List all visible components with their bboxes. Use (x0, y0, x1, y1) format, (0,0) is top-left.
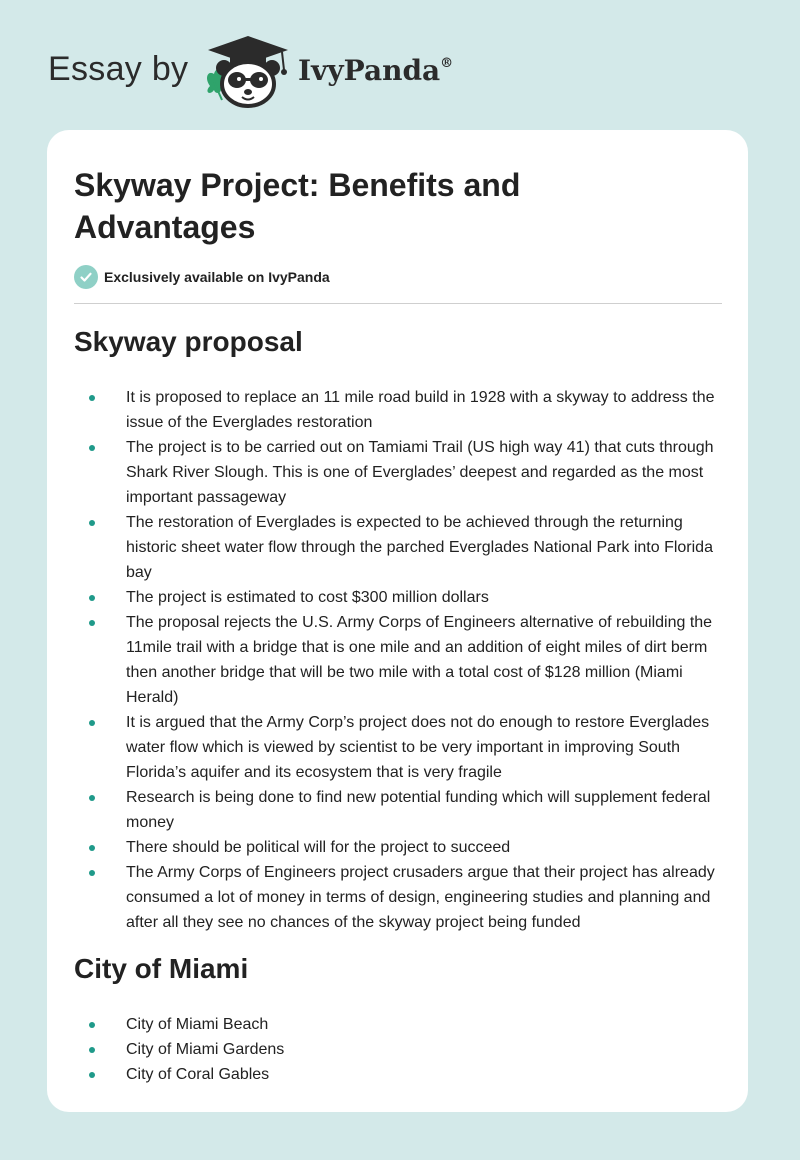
list-item: City of Miami Beach (74, 1012, 724, 1037)
list-item: The proposal rejects the U.S. Army Corps of Engineers alternative of rebuilding the 11mile trail with a bridge that is one mile and an addition of eight miles of dirt berm then another bridge that will be two mile with a total cost of $128 million (Miami Herald) (74, 610, 724, 710)
bullet-icon (89, 1072, 95, 1078)
exclusive-badge (74, 264, 330, 290)
bullet-icon (89, 720, 95, 726)
bullet-icon (89, 445, 95, 451)
badge-label: Exclusively available on IvyPanda (104, 269, 330, 285)
panda-logo-icon[interactable] (202, 34, 294, 110)
list-item: Research is being done to find new potential funding which will supplement federal money (74, 785, 724, 835)
bullet-icon (89, 845, 95, 851)
list-item: It is proposed to replace an 11 mile road build in 1928 with a skyway to address the issue of the Everglades restoration (74, 385, 724, 435)
check-icon (74, 265, 98, 289)
bullet-list (74, 385, 724, 935)
bullet-icon (89, 520, 95, 526)
bullet-icon (89, 870, 95, 876)
essay-by-label: Essay by (48, 50, 189, 88)
list-item: The restoration of Everglades is expected to be achieved through the returning historic sheet water flow through the parched Everglades National Park into Florida bay (74, 510, 724, 585)
list-item: It is argued that the Army Corp’s project does not do enough to restore Everglades water flow which is viewed by scientist to be very important in improving South Florida’s aquifer and its ecosystem that is very fragile (74, 710, 724, 785)
brand-name[interactable]: IvyPanda® (298, 54, 454, 87)
site-header (48, 30, 748, 110)
bullet-icon (89, 1022, 95, 1028)
section-heading: City of Miami (74, 953, 249, 984)
page-title: Skyway Project: Benefits and Advantages (74, 167, 521, 245)
bullet-icon (89, 395, 95, 401)
essay-card (47, 130, 748, 1112)
bullet-icon (89, 595, 95, 601)
list-item: City of Miami Gardens (74, 1037, 724, 1062)
list-item: The Army Corps of Engineers project crusaders argue that their project has already consumed a lot of money in terms of design, engineering studies and planning and after all they see no chances of the skyway project being funded (74, 860, 724, 935)
list-item: The project is to be carried out on Tamiami Trail (US high way 41) that cuts through Shark River Slough. This is one of Everglades’ deepest and regarded as the most important passageway (74, 435, 724, 510)
section-heading: Skyway proposal (74, 326, 303, 357)
bullet-list (74, 1012, 724, 1087)
divider (74, 303, 722, 304)
list-item: The project is estimated to cost $300 million dollars (74, 585, 724, 610)
bullet-icon (89, 795, 95, 801)
list-item: City of Coral Gables (74, 1062, 724, 1087)
list-item: There should be political will for the project to succeed (74, 835, 724, 860)
bullet-icon (89, 620, 95, 626)
bullet-icon (89, 1047, 95, 1053)
